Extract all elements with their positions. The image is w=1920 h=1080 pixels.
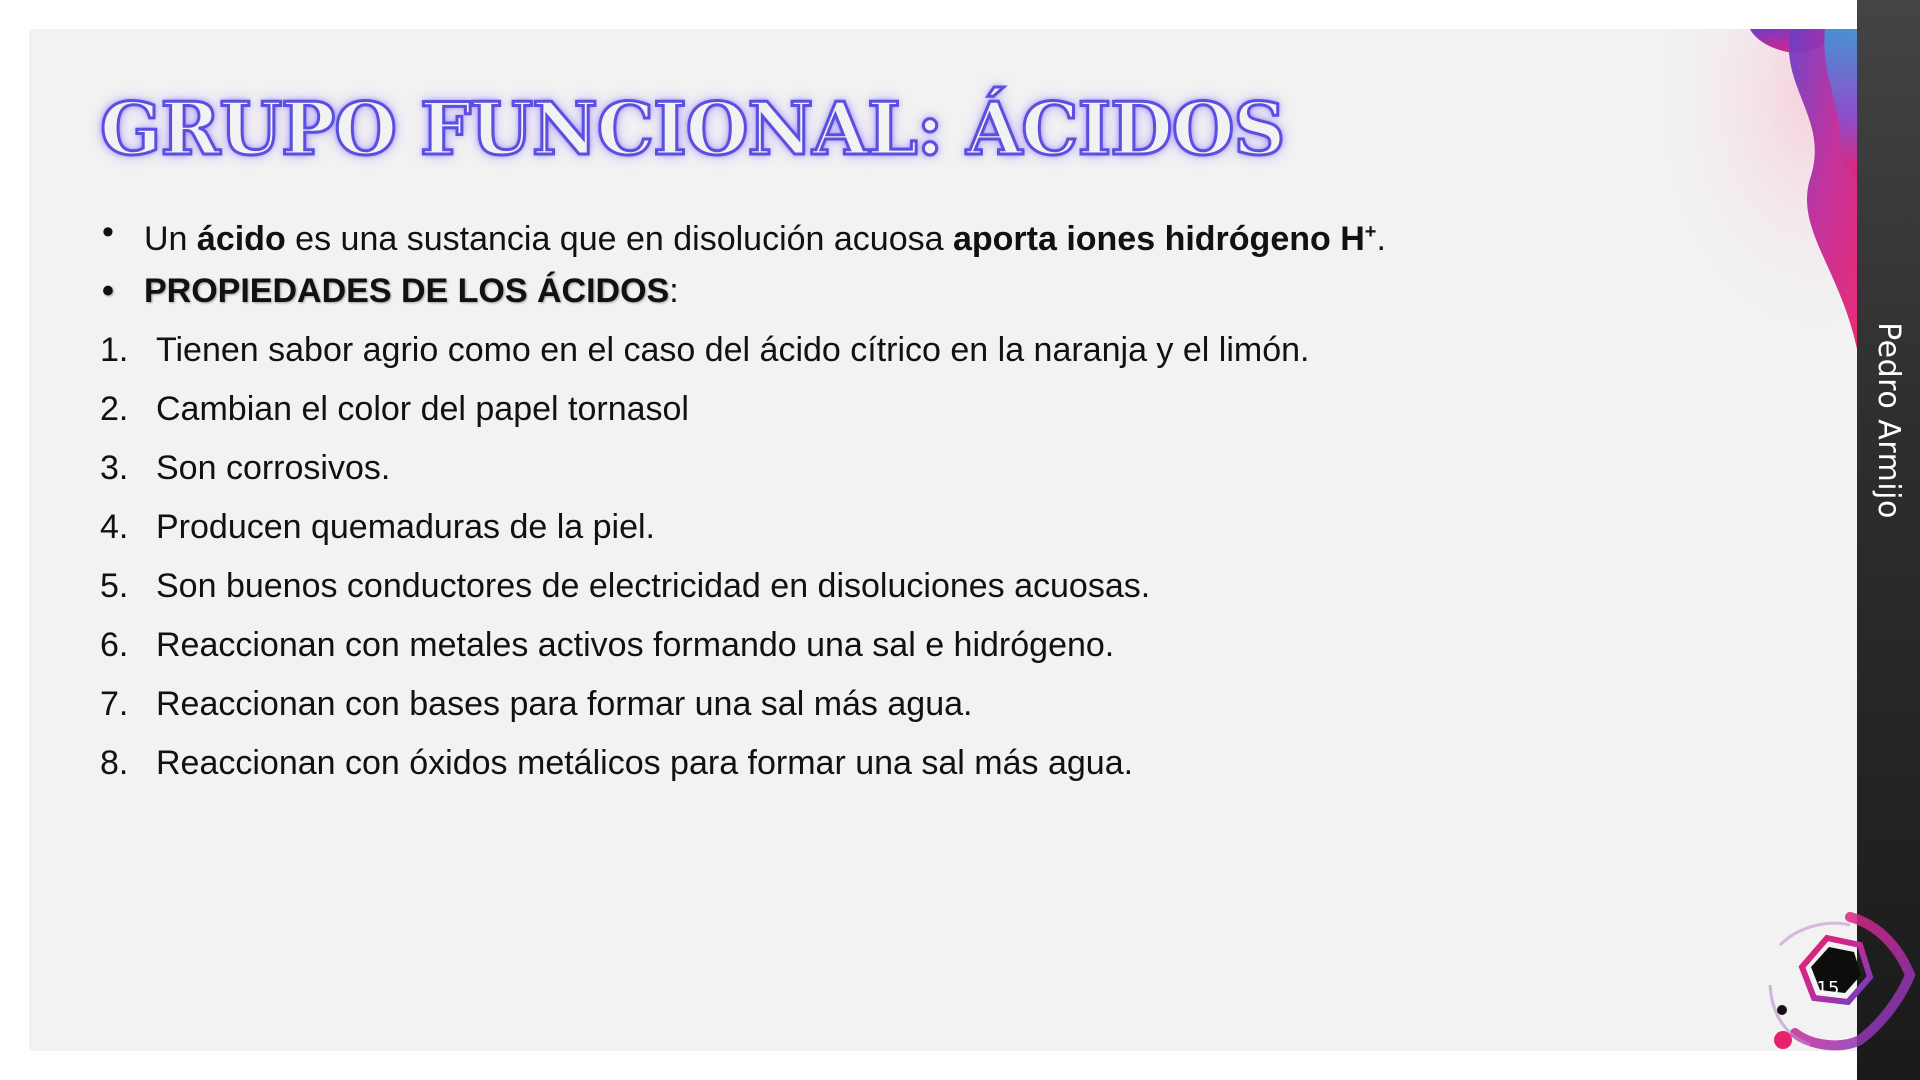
author-label: Pedro Armijo [1871, 321, 1907, 519]
list-item-number: 1. [100, 331, 129, 369]
list-item-text: Tienen sabor agrio como en el caso del ácido cítrico en la naranja y el limón. [156, 331, 1310, 369]
intro-text-end: . [1376, 220, 1386, 258]
list-item [100, 679, 1700, 738]
list-item-number: 5. [100, 567, 129, 605]
list-item-text: Reaccionan con metales activos formando una sal e hidrógeno. [156, 626, 1115, 664]
intro-text-part2: es una sustancia que en disolución acuosa [285, 220, 953, 258]
list-item-text: Son corrosivos. [156, 449, 391, 487]
list-item [100, 384, 1700, 443]
intro-text [144, 207, 1386, 264]
properties-bullet [100, 266, 1700, 325]
list-item-number: 4. [100, 508, 129, 546]
page-number: 15 [1816, 977, 1840, 999]
list-item-number: 6. [100, 626, 129, 664]
list-item [100, 561, 1700, 620]
list-item-number: 2. [100, 390, 129, 428]
list-item [100, 502, 1700, 561]
bullet-marker: • [102, 213, 114, 251]
list-item-number: 8. [100, 744, 129, 782]
list-item [100, 325, 1700, 384]
list-item-text: Reaccionan con bases para formar una sal más agua. [156, 685, 973, 723]
list-item-text: Reaccionan con óxidos metálicos para formar una sal más agua. [156, 744, 1134, 782]
list-item [100, 738, 1700, 797]
bullet-marker: • [102, 272, 114, 310]
list-item-text: Cambian el color del papel tornasol [156, 390, 689, 428]
slide-body [100, 207, 1700, 797]
list-item-text: Producen quemaduras de la piel. [156, 508, 655, 546]
intro-text-part1: Un [144, 220, 197, 258]
list-item-text: Son buenos conductores de electricidad en disoluciones acuosas. [156, 567, 1151, 605]
intro-bold-hydrogen: aporta iones hidrógeno H [952, 220, 1365, 258]
list-item [100, 443, 1700, 502]
intro-superscript-plus: + [1364, 221, 1377, 243]
slide-title: GRUPO FUNCIONAL: ÁCIDOS [100, 86, 1285, 171]
list-item [100, 620, 1700, 679]
list-item-number: 3. [100, 449, 129, 487]
intro-bullet [100, 207, 1700, 266]
properties-heading-label: PROPIEDADES DE LOS ÁCIDOS [144, 272, 670, 310]
properties-heading-colon: : [669, 272, 679, 310]
intro-bold-acido: ácido [196, 220, 286, 258]
list-item-number: 7. [100, 685, 129, 723]
properties-heading [144, 266, 679, 316]
